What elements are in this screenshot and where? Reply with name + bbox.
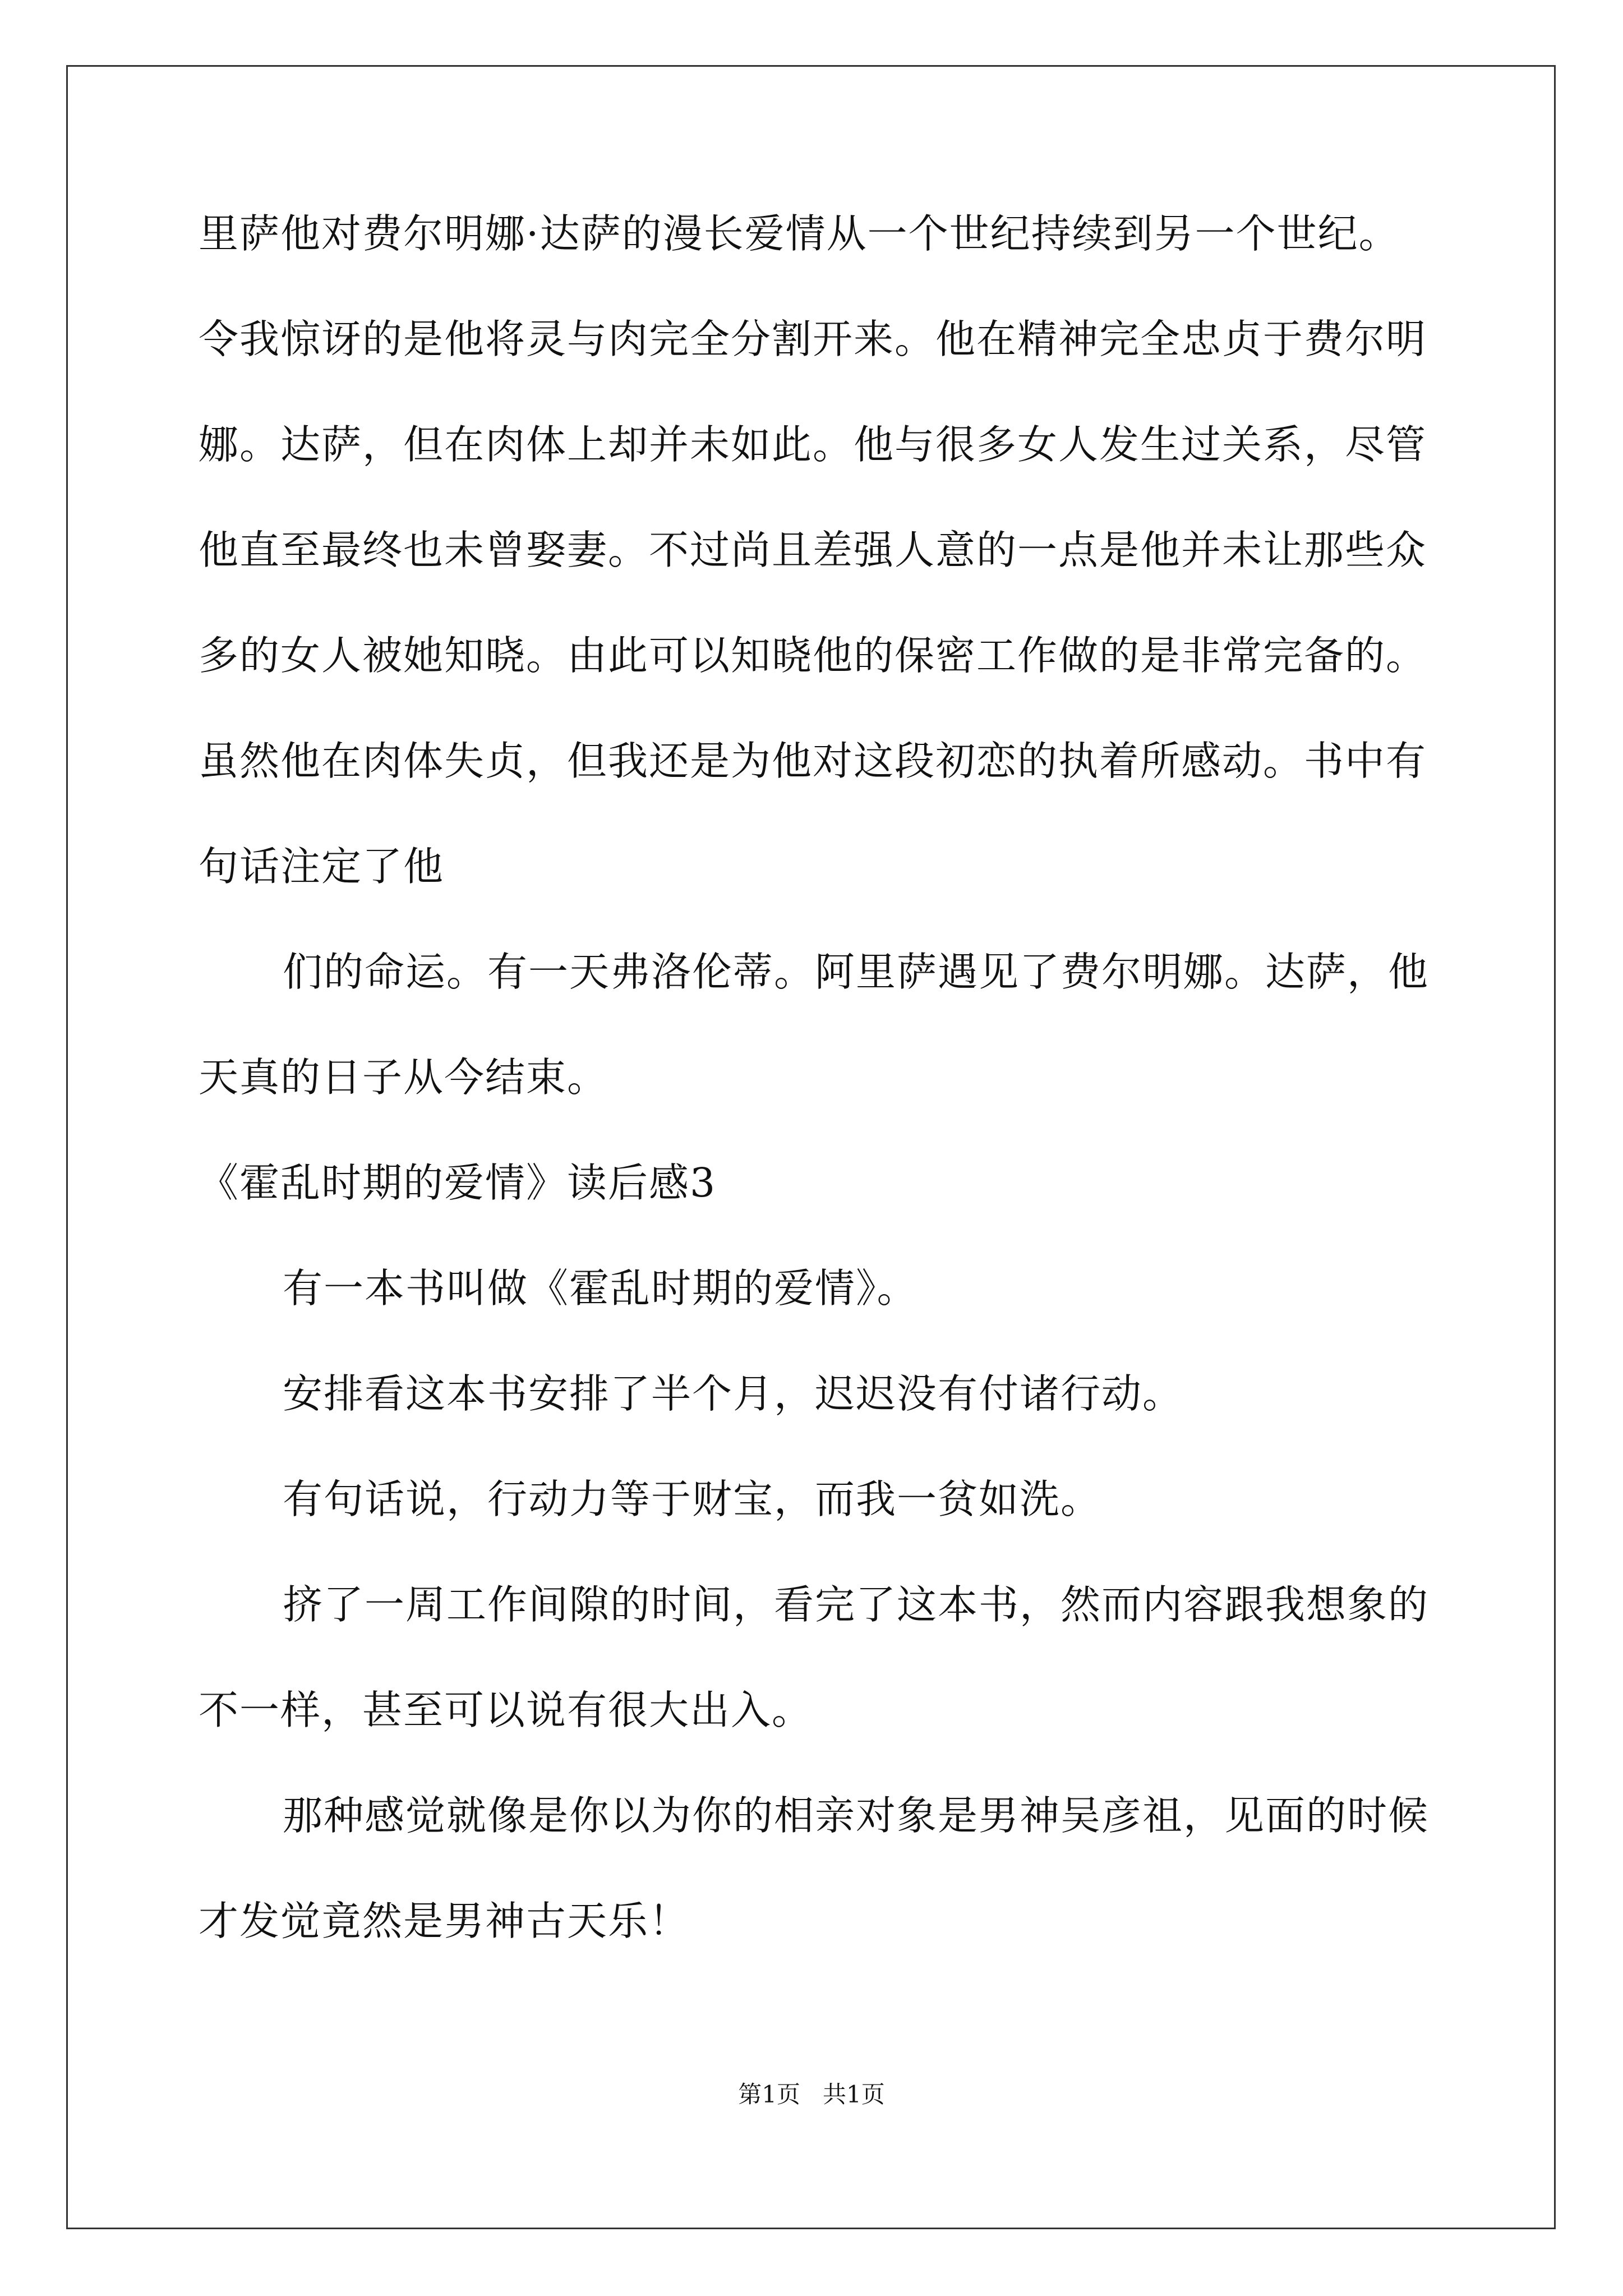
text-line: 才发觉竟然是男神古天乐！ [199, 1898, 690, 1944]
paragraph-start-line: 有句话说，行动力等于财宝，而我一贫如洗。 [283, 1476, 1102, 1522]
text-line: 多的女人被她知晓。由此可以知晓他的保密工作做的是非常完备的。 [199, 632, 1427, 679]
paragraph-start-line: 有一本书叫做《霍乱时期的爱情》。 [283, 1265, 918, 1312]
text-line: 娜。达萨，但在肉体上却并未如此。他与很多女人发生过关系，尽管 [199, 421, 1427, 468]
section-heading: 《霍乱时期的爱情》读后感3 [199, 1159, 717, 1206]
text-line: 不一样，甚至可以说有很大出入。 [199, 1687, 813, 1733]
paragraph-start-line: 安排看这本书安排了半个月，迟迟没有付诸行动。 [283, 1370, 1184, 1417]
text-line: 他直至最终也未曾娶妻。不过尚且差强人意的一点是他并未让那些众 [199, 527, 1427, 573]
paragraph-start-line: 那种感觉就像是你以为你的相亲对象是男神吴彦祖，见面的时候 [283, 1792, 1430, 1839]
page-footer: 第1页 共1页 [738, 2081, 885, 2108]
text-line: 里萨他对费尔明娜·达萨的漫长爱情从一个世纪持续到另一个世纪。 [199, 210, 1400, 257]
paragraph-start-line: 们的命运。有一天弗洛伦蒂。阿里萨遇见了费尔明娜。达萨，他 [283, 949, 1430, 995]
paragraph-start-line: 挤了一周工作间隙的时间，看完了这本书，然而内容跟我想象的 [283, 1581, 1430, 1628]
text-line: 天真的日子从今结束。 [199, 1054, 608, 1101]
text-line: 令我惊讶的是他将灵与肉完全分割开来。他在精神完全忠贞于费尔明 [199, 316, 1427, 362]
text-line: 句话注定了他 [199, 843, 445, 890]
text-line: 虽然他在肉体失贞，但我还是为他对这段初恋的执着所感动。书中有 [199, 738, 1427, 784]
